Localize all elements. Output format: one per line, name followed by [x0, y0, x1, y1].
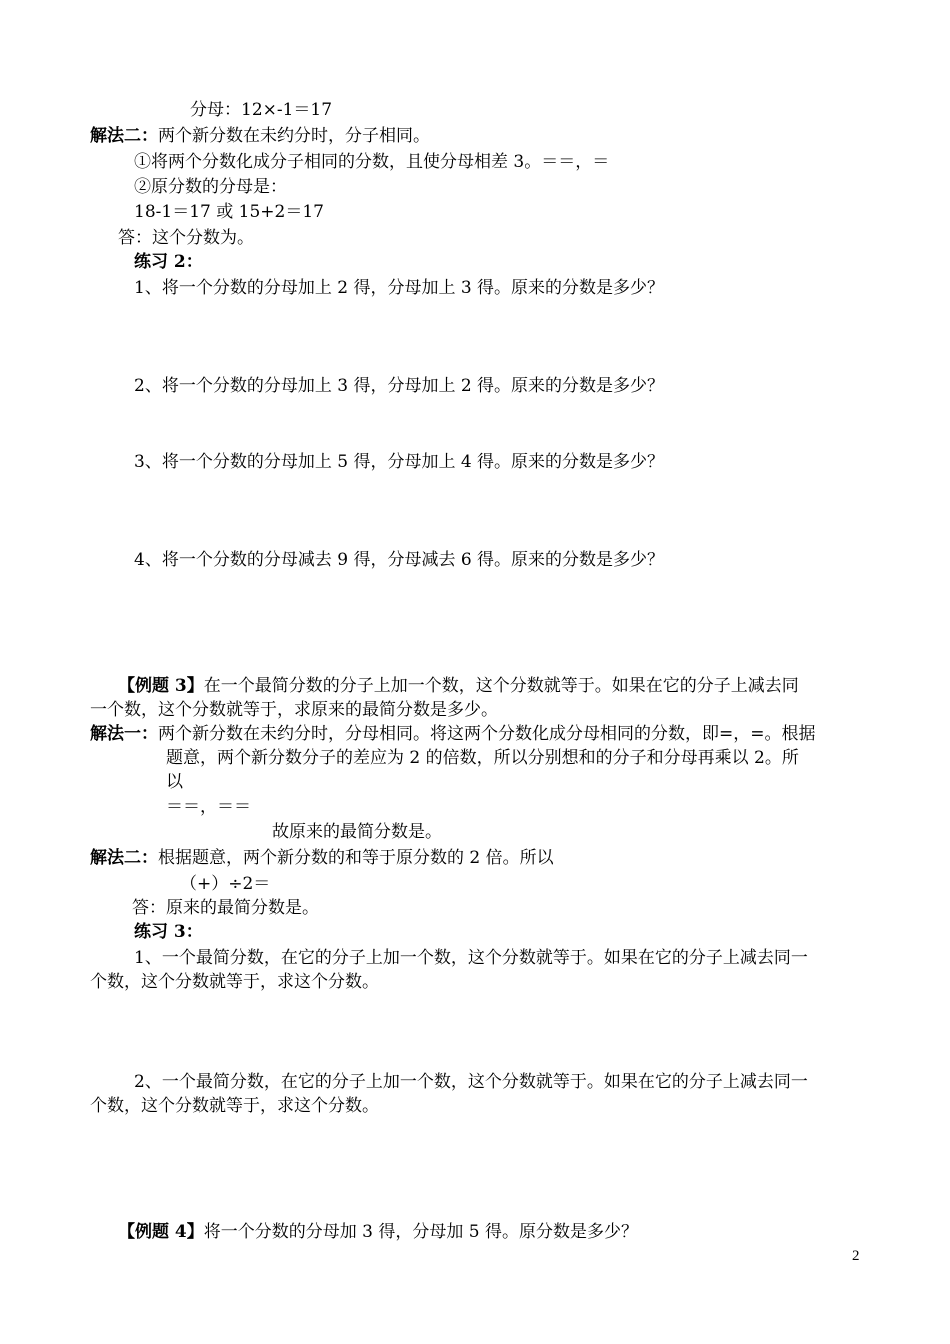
example3-method1-line3: 以: [166, 772, 183, 792]
example3-method1-line2: 题意，两个新分数分子的差应为 2 的倍数，所以分别想和的分子和分母再乘以 2。所: [166, 748, 799, 768]
example3-text: 在一个最简分数的分子上加一个数，这个分数就等于。如果在它的分子上减去同: [203, 676, 799, 696]
example3-method2-heading: [90, 846, 554, 870]
example3-line1: [118, 674, 799, 698]
example3-label: 【例题 3】: [118, 676, 204, 696]
example4-line: [118, 1220, 638, 1244]
method2-label: 解法二：: [90, 126, 158, 146]
example3-line2: 一个数，这个分数就等于，求原来的最简分数是多少。: [90, 700, 498, 720]
step2: ②原分数的分母是：: [134, 177, 287, 197]
page-number: 2: [852, 1248, 860, 1264]
practice3-item1-line2: 个数，这个分数就等于，求这个分数。: [90, 972, 379, 992]
practice2-item-3: 3、将一个分数的分母加上 5 得，分母加上 4 得。原来的分数是多少？: [134, 452, 665, 472]
practice2-item-2: 2、将一个分数的分母加上 3 得，分母加上 2 得。原来的分数是多少？: [134, 376, 665, 396]
practice2-title: 练习 2：: [134, 252, 203, 272]
example4-text: 将一个分数的分母加 3 得，分母加 5 得。原分数是多少？: [203, 1222, 638, 1242]
example3-method1-result: 故原来的最简分数是。: [272, 822, 442, 842]
example4-label: 【例题 4】: [118, 1222, 204, 1242]
step1: ①将两个分数化成分子相同的分数，且使分母相差 3。＝＝，＝: [134, 152, 610, 172]
practice2-item-4: 4、将一个分数的分母减去 9 得，分母减去 6 得。原来的分数是多少？: [134, 550, 665, 570]
example3-method1-equation: ＝＝，＝＝: [166, 797, 251, 817]
practice3-item1-line1: 1、一个最简分数，在它的分子上加一个数，这个分数就等于。如果在它的分子上减去同一: [134, 948, 808, 968]
example3-method1-line1: 两个新分数在未约分时，分母相同。将这两个分数化成分母相同的分数，即=，=。根据: [158, 724, 816, 744]
denominator-line: 分母：12×-1＝17: [190, 100, 333, 120]
calc-line: 18-1＝17 或 15+2＝17: [134, 202, 324, 222]
method2-text: 两个新分数在未约分时，分子相同。: [158, 126, 430, 146]
practice3-item2-line1: 2、一个最简分数，在它的分子上加一个数，这个分数就等于。如果在它的分子上减去同一: [134, 1072, 808, 1092]
practice2-item-1: 1、将一个分数的分母加上 2 得，分母加上 3 得。原来的分数是多少？: [134, 278, 665, 298]
practice3-title: 练习 3：: [134, 922, 203, 942]
example3-method2-text: 根据题意，两个新分数的和等于原分数的 2 倍。所以: [158, 848, 554, 868]
answer-line: 答：这个分数为。: [118, 228, 254, 248]
example3-method2-label: 解法二：: [90, 848, 158, 868]
example3-answer: 答：原来的最简分数是。: [132, 898, 319, 918]
practice3-item2-line2: 个数，这个分数就等于，求这个分数。: [90, 1096, 379, 1116]
method2-heading: [90, 124, 430, 148]
example3-method1-heading: [90, 722, 816, 746]
example3-method2-equation: （+）÷2＝: [180, 874, 271, 894]
example3-method1-label: 解法一：: [90, 724, 158, 744]
